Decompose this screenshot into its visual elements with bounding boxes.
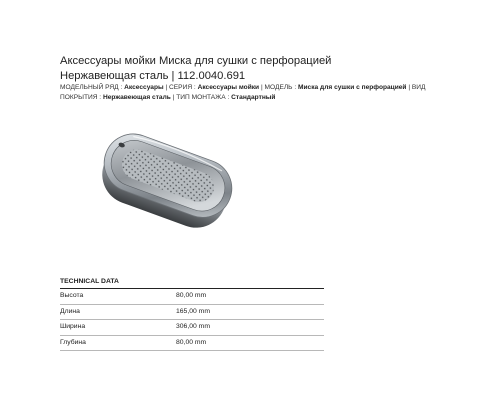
table-row bbox=[60, 289, 324, 305]
meta-series-range-value: Аксессуары bbox=[124, 84, 164, 91]
meta-finish-label: ВИД ПОКРЫТИЯ : bbox=[60, 84, 426, 101]
meta-model-value: Миска для сушки с перфорацией bbox=[298, 84, 407, 91]
meta-series-label: СЕРИЯ : bbox=[169, 84, 198, 91]
drying-bowl-image bbox=[90, 122, 240, 240]
technical-data-heading: TECHNICAL DATA bbox=[60, 276, 324, 289]
product-image bbox=[90, 122, 240, 240]
meta-series-value: Аксессуары мойки bbox=[197, 84, 260, 91]
table-row bbox=[60, 320, 324, 336]
table-cell-value: 165,00 mm bbox=[176, 307, 211, 315]
product-title-line1: Аксессуары мойки Миска для сушки с перфорацией bbox=[60, 55, 332, 67]
meta-finish-value: Нержавеющая сталь bbox=[102, 94, 171, 101]
product-meta: МОДЕЛЬНЫЙ РЯД : Аксессуары | СЕРИЯ : Аксессуары мойки | МОДЕЛЬ : Миска для сушки с перфорацией | ВИД ПОКРЫТИЯ : Нержавеющая сталь | ТИП МОНТАЖА : Стандартный bbox=[60, 84, 426, 101]
meta-model-label: МОДЕЛЬ : bbox=[264, 84, 298, 91]
table-cell-value: 80,00 mm bbox=[176, 338, 207, 346]
table-row bbox=[60, 336, 324, 352]
technical-data-table bbox=[60, 276, 324, 351]
meta-series-range-label: МОДЕЛЬНЫЙ РЯД : bbox=[60, 84, 125, 91]
table-cell-label: Длина bbox=[60, 307, 80, 315]
meta-mounting-label: ТИП МОНТАЖА : bbox=[176, 94, 232, 101]
product-title bbox=[60, 54, 460, 84]
meta-mounting-value: Стандартный bbox=[231, 94, 276, 101]
table-row bbox=[60, 305, 324, 321]
table-cell-label: Глубина bbox=[60, 338, 86, 346]
table-cell-label: Высота bbox=[60, 292, 84, 299]
table-cell-label: Ширина bbox=[60, 323, 86, 330]
table-cell-value: 80,00 mm bbox=[176, 292, 207, 299]
table-cell-value: 306,00 mm bbox=[176, 323, 211, 330]
product-title-line2: Нержавеющая сталь | 112.0040.691 bbox=[60, 70, 246, 82]
